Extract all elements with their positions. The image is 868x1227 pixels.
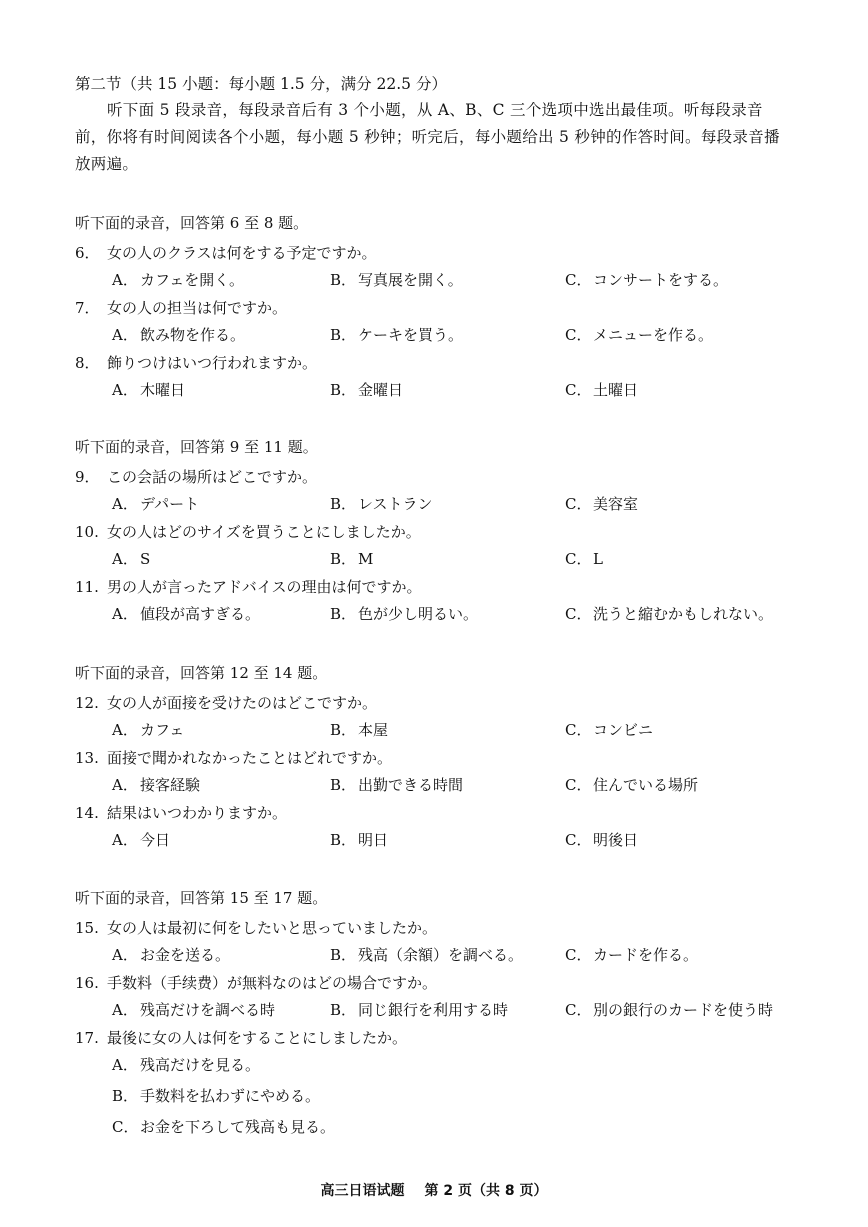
option-letter-b: B． xyxy=(330,721,357,739)
group-intro: 听下面的录音，回答第 9 至 11 题。 xyxy=(75,438,318,456)
question-text: この会話の場所はどこですか。 xyxy=(107,468,318,486)
option-text: デパート xyxy=(140,495,200,513)
option-letter-c: C． xyxy=(565,831,592,849)
option-text: コンビニ xyxy=(593,721,654,739)
options-9 xyxy=(75,489,815,520)
question-text: 女の人のクラスは何をする予定ですか。 xyxy=(107,244,377,262)
option-text: 別の銀行のカードを使う時 xyxy=(593,1001,774,1019)
option-letter-c: C． xyxy=(112,1118,139,1136)
option-letter-c: C． xyxy=(565,550,592,568)
option-text: 住んでいる場所 xyxy=(593,776,699,794)
option-b xyxy=(330,825,388,856)
question-8 xyxy=(75,351,815,375)
question-number: 11. xyxy=(75,578,99,596)
option-c xyxy=(565,995,773,1026)
options-11 xyxy=(75,599,815,630)
option-letter-a: A． xyxy=(112,776,138,794)
question-15 xyxy=(75,916,815,940)
option-letter-b: B． xyxy=(330,271,357,289)
option-letter-a: A． xyxy=(112,550,138,568)
option-text: 出勤できる時間 xyxy=(358,776,464,794)
option-letter-c: C． xyxy=(565,605,592,623)
option-text: 写真展を開く。 xyxy=(358,271,463,289)
question-number: 6． xyxy=(75,244,100,262)
option-a xyxy=(112,599,260,630)
option-text: カフェ xyxy=(140,721,185,739)
option-text: お金を下ろして残高も見る。 xyxy=(140,1118,336,1136)
option-text: カフェを開く。 xyxy=(140,271,244,289)
option-text: 値段が高すぎる。 xyxy=(140,605,261,623)
option-a xyxy=(112,770,200,801)
question-number: 12. xyxy=(75,694,99,712)
option-text: 接客経験 xyxy=(140,776,201,794)
question-text: 面接で聞かれなかったことはどれですか。 xyxy=(107,749,393,767)
option-letter-b: B． xyxy=(330,550,357,568)
question-group-15-17 xyxy=(75,887,815,1143)
option-letter-b: B． xyxy=(330,1001,357,1019)
option-letter-b: B． xyxy=(330,946,357,964)
option-letter-b: B． xyxy=(330,605,357,623)
section-instructions xyxy=(75,97,793,178)
options-14 xyxy=(75,825,815,856)
options-8 xyxy=(75,375,815,406)
instructions-text: 听下面 5 段录音，每段录音后有 3 个小题，从 A、B、C 三个选项中选出最佳项。听每段录音前，你将有时间阅读各个小题，每小题 5 秒钟；听完后，每小题给出 5 秒钟的作答时间。每段录音播放两遍。 xyxy=(75,101,780,173)
question-text: 男の人が言ったアドバイスの理由は何ですか。 xyxy=(107,578,422,596)
option-letter-b: B． xyxy=(330,381,357,399)
option-b xyxy=(330,715,388,746)
option-b xyxy=(330,320,463,351)
question-text: 女の人はどのサイズを買うことにしましたか。 xyxy=(107,523,421,541)
question-number: 15. xyxy=(75,919,99,937)
option-a xyxy=(112,375,185,406)
option-letter-c: C． xyxy=(565,946,592,964)
option-text: 明日 xyxy=(358,831,389,849)
option-text: お金を送る。 xyxy=(140,946,231,964)
question-text: 最後に女の人は何をすることにしましたか。 xyxy=(107,1029,408,1047)
option-c xyxy=(565,375,638,406)
option-b xyxy=(330,599,478,630)
option-letter-b: B． xyxy=(330,831,357,849)
option-text: ケーキを買う。 xyxy=(358,326,464,344)
option-letter-a: A． xyxy=(112,831,138,849)
option-b xyxy=(75,1081,815,1112)
option-text: 美容室 xyxy=(593,495,639,513)
option-c xyxy=(565,489,638,520)
option-c xyxy=(565,599,773,630)
option-letter-b: B． xyxy=(330,776,357,794)
option-letter-c: C． xyxy=(565,381,592,399)
option-text: 残高だけを調べる時 xyxy=(140,1001,276,1019)
section-heading: 第二节（共 15 小题：每小题 1.5 分，满分 22.5 分） xyxy=(75,75,447,93)
options-7 xyxy=(75,320,815,351)
option-b xyxy=(330,489,433,520)
question-group-6-8 xyxy=(75,212,815,406)
question-7 xyxy=(75,296,815,320)
question-text: 飾りつけはいつ行われますか。 xyxy=(107,354,318,372)
option-letter-c: C． xyxy=(565,271,592,289)
option-letter-c: C． xyxy=(565,495,592,513)
group-intro: 听下面的录音，回答第 15 至 17 题。 xyxy=(75,889,328,907)
option-text: M xyxy=(358,550,374,568)
option-b xyxy=(330,770,463,801)
option-letter-c: C． xyxy=(565,326,592,344)
question-11 xyxy=(75,575,815,599)
option-text: レストラン xyxy=(358,495,433,513)
option-letter-a: A． xyxy=(112,946,138,964)
option-a xyxy=(75,1050,815,1081)
question-number: 13. xyxy=(75,749,99,767)
question-10 xyxy=(75,520,815,544)
option-c xyxy=(565,320,713,351)
option-c xyxy=(565,940,698,971)
option-letter-c: C． xyxy=(565,721,592,739)
option-letter-a: A． xyxy=(112,271,138,289)
option-b xyxy=(330,265,463,296)
option-letter-a: A． xyxy=(112,495,138,513)
option-text: L xyxy=(593,550,603,568)
option-text: 同じ銀行を利用する時 xyxy=(358,1001,509,1019)
question-number: 9． xyxy=(75,468,100,486)
option-b xyxy=(330,995,508,1026)
option-a xyxy=(112,489,199,520)
option-text: 土曜日 xyxy=(593,381,639,399)
options-16 xyxy=(75,995,815,1026)
option-c xyxy=(565,544,603,575)
question-text: 結果はいつわかりますか。 xyxy=(107,804,288,822)
page-number: 第 2 页（共 8 页） xyxy=(424,1183,548,1199)
options-15 xyxy=(75,940,815,971)
page-footer xyxy=(0,1180,868,1200)
options-13 xyxy=(75,770,815,801)
question-text: 女の人は最初に何をしたいと思っていましたか。 xyxy=(107,919,438,937)
option-c xyxy=(565,770,698,801)
option-a xyxy=(112,715,184,746)
option-text: 金曜日 xyxy=(358,381,404,399)
question-12 xyxy=(75,691,815,715)
question-text: 女の人が面接を受けたのはどこですか。 xyxy=(107,694,378,712)
option-letter-a: A． xyxy=(112,1001,138,1019)
option-text: 本屋 xyxy=(358,721,389,739)
option-text: カードを作る。 xyxy=(593,946,699,964)
option-letter-a: A． xyxy=(112,326,138,344)
question-text: 女の人の担当は何ですか。 xyxy=(107,299,288,317)
option-letter-a: A． xyxy=(112,721,138,739)
question-number: 8． xyxy=(75,354,100,372)
option-b xyxy=(330,375,403,406)
question-9 xyxy=(75,465,815,489)
option-a xyxy=(112,825,170,856)
option-text: コンサートをする。 xyxy=(593,271,729,289)
option-b xyxy=(330,544,373,575)
option-letter-a: A． xyxy=(112,605,138,623)
question-17 xyxy=(75,1026,815,1050)
option-text: 洗うと縮むかもしれない。 xyxy=(593,605,774,623)
option-c xyxy=(565,715,653,746)
question-number: 17. xyxy=(75,1029,99,1047)
option-a xyxy=(112,320,245,351)
option-b xyxy=(330,940,523,971)
question-number: 7． xyxy=(75,299,100,317)
question-14 xyxy=(75,801,815,825)
options-10 xyxy=(75,544,815,575)
option-text: 残高だけを見る。 xyxy=(140,1056,261,1074)
option-a xyxy=(112,544,150,575)
option-text: メニューを作る。 xyxy=(593,326,714,344)
question-13 xyxy=(75,746,815,770)
option-letter-b: B． xyxy=(330,326,357,344)
option-c xyxy=(565,265,728,296)
option-a xyxy=(112,265,244,296)
option-a xyxy=(112,940,230,971)
option-a xyxy=(112,995,275,1026)
footer-title: 高三日语试题 xyxy=(320,1183,405,1199)
question-16 xyxy=(75,971,815,995)
question-number: 14. xyxy=(75,804,99,822)
group-intro: 听下面的录音，回答第 6 至 8 题。 xyxy=(75,214,309,232)
question-6 xyxy=(75,241,815,265)
option-text: S xyxy=(140,550,151,568)
group-intro: 听下面的录音，回答第 12 至 14 题。 xyxy=(75,664,328,682)
option-c xyxy=(565,825,638,856)
option-text: 明後日 xyxy=(593,831,639,849)
option-text: 木曜日 xyxy=(140,381,186,399)
option-text: 手数料を払わずにやめる。 xyxy=(140,1087,321,1105)
option-letter-c: C． xyxy=(565,776,592,794)
option-text: 色が少し明るい。 xyxy=(358,605,479,623)
question-text: 手数料（手续费）が無料なのはどの場合ですか。 xyxy=(107,974,438,992)
options-6 xyxy=(75,265,815,296)
question-number: 16. xyxy=(75,974,99,992)
option-c xyxy=(75,1112,815,1143)
option-letter-b: B． xyxy=(112,1087,139,1105)
question-group-9-11 xyxy=(75,436,815,630)
question-number: 10. xyxy=(75,523,99,541)
option-letter-a: A． xyxy=(112,381,138,399)
option-text: 飲み物を作る。 xyxy=(140,326,246,344)
options-12 xyxy=(75,715,815,746)
option-letter-c: C． xyxy=(565,1001,592,1019)
option-text: 今日 xyxy=(140,831,171,849)
question-group-12-14 xyxy=(75,662,815,856)
option-letter-b: B． xyxy=(330,495,357,513)
option-letter-a: A． xyxy=(112,1056,138,1074)
option-text: 残高（余額）を調べる。 xyxy=(358,946,524,964)
